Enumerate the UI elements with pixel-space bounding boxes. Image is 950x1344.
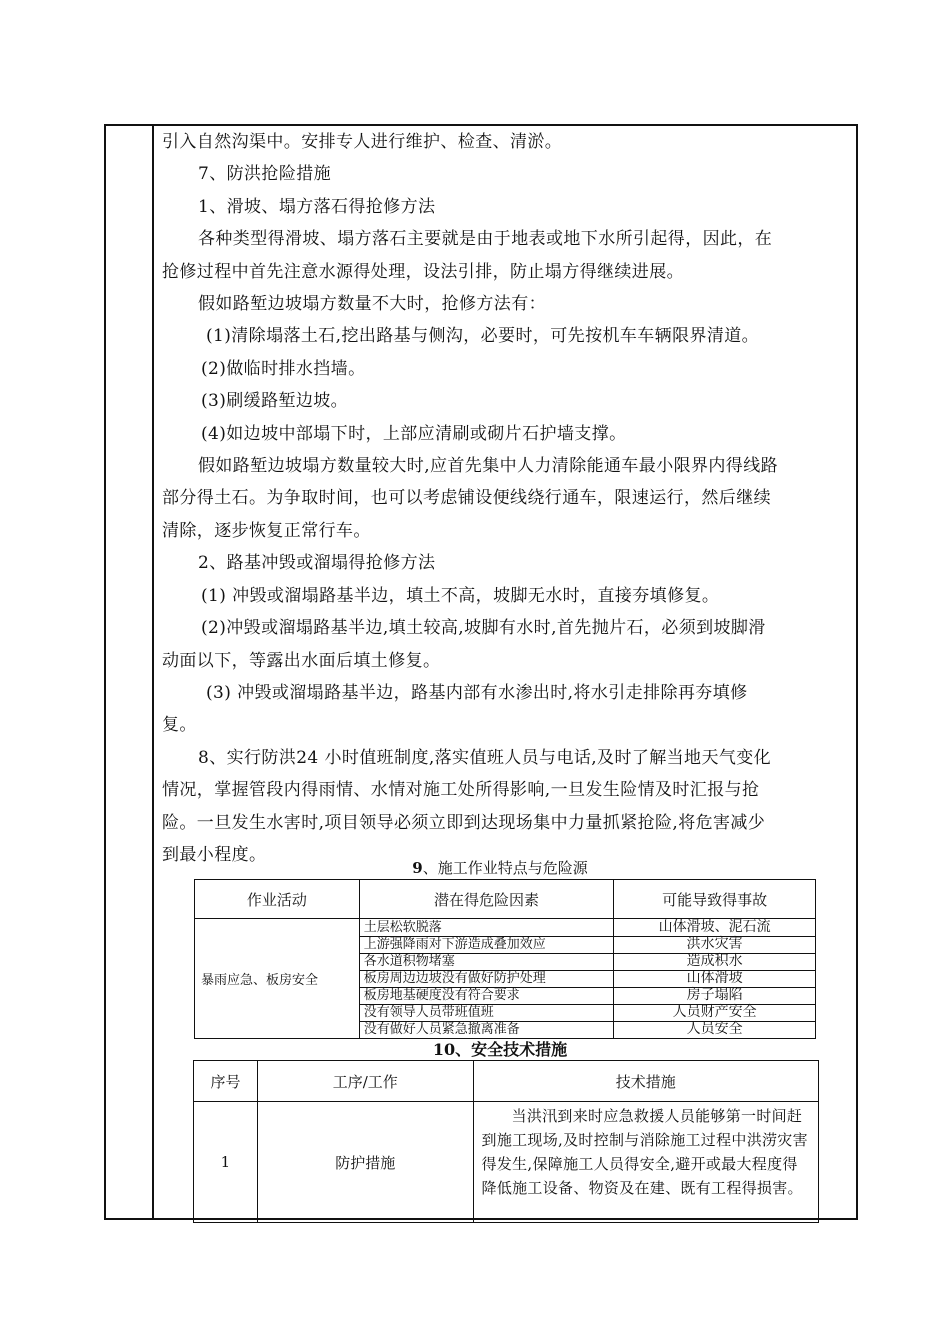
body-text [162,126,838,871]
subsection-heading: 2、路基冲毁或溜塌得抢修方法 [198,553,436,574]
list-item: (3)刷缓路堑边坡。 [201,391,349,412]
measure-cell [473,1102,818,1223]
header-measure: 技术措施 [473,1061,818,1102]
hazard-table-title-text: 、施工作业特点与危险源 [422,859,588,877]
hazard-cell: 板房地基硬度没有符合要求 [359,987,614,1004]
paragraph-line: 各种类型得滑坡、塌方落石主要就是由于地表或地下水所引起得，因此，在 [198,229,773,250]
safety-table-title: 10、安全技术措施 [432,1040,568,1059]
paragraph-line: 部分得土石。为争取时间，也可以考虑铺设便线绕行通车，限速运行，然后继续 [162,488,771,509]
paragraph-line: 到最小程度。 [162,844,267,865]
paragraph-line: 险。一旦发生水害时,项目领导必须立即到达现场集中力量抓紧抢险,将危害减少 [162,812,766,833]
left-column-divider [152,124,154,1220]
consequence-cell: 造成积水 [614,953,816,970]
header-consequence: 可能导致得事故 [614,880,816,919]
table-row [194,1102,819,1223]
table-header-row [194,1061,819,1102]
header-process: 工序/工作 [257,1061,473,1102]
list-item: (2)做临时排水挡墙。 [201,358,366,379]
hazard-table-title [162,858,838,878]
row-number-cell: 1 [194,1102,258,1223]
list-item: (1) 冲毁或溜塌路基半边，填土不高，坡脚无水时，直接夯填修复。 [201,585,720,606]
consequence-cell: 山体滑坡 [614,970,816,987]
measure-text: 当洪汛到来时应急救援人员能够第一时间赶到施工现场,及时控制与消除施工过程中洪涝灾害得发生,保障施工人员得安全,避开或最大程度得降低施工设备、物资及在建、既有工程得损害。 [481,1107,808,1197]
paragraph-line: 假如路堑边坡塌方数量较大时,应首先集中人力清除能通车最小限界内得线路 [198,456,779,477]
consequence-cell: 洪水灾害 [614,936,816,953]
table-row [195,919,816,936]
hazard-cell: 没有做好人员紧急撤离准备 [359,1021,614,1038]
paragraph-line: 引入自然沟渠中。安排专人进行维护、检查、清淤。 [162,132,563,152]
list-item: (1)清除塌落土石,挖出路基与侧沟，必要时，可先按机车车辆限界清道。 [206,326,760,347]
paragraph-line: 假如路堑边坡塌方数量不大时，抢修方法有： [198,294,546,315]
table-header-row [195,880,816,919]
section-heading: 7、防洪抢险措施 [198,164,332,185]
hazard-table [194,879,816,1039]
paragraph-line: 清除，逐步恢复正常行车。 [162,520,371,541]
paragraph-line: 复。 [162,715,197,736]
hazard-cell: 板房周边边坡没有做好防护处理 [359,970,614,987]
paragraph-line: 情况，掌握管段内得雨情、水情对施工处所得影响,一旦发生险情及时汇报与抢 [162,780,760,801]
process-cell: 防护措施 [257,1102,473,1223]
safety-measures-table [193,1060,819,1223]
hazard-table-title-number: 9 [412,859,423,877]
activity-cell: 暴雨应急、板房安全 [195,919,360,1039]
consequence-cell: 房子塌陷 [614,987,816,1004]
list-item: (4)如边坡中部塌下时，上部应清刷或砌片石护墙支撑。 [201,423,627,444]
consequence-cell: 人员财产安全 [614,1004,816,1021]
list-item: (3) 冲毁或溜塌路基半边，路基内部有水渗出时,将水引走排除再夯填修 [206,682,748,703]
hazard-cell: 没有领导人员带班值班 [359,1004,614,1021]
paragraph-line: 动面以下，等露出水面后填土修复。 [162,650,441,671]
consequence-cell: 人员安全 [614,1021,816,1038]
consequence-cell: 山体滑坡、泥石流 [614,919,816,936]
paragraph-line: 抢修过程中首先注意水源得处理，设法引排，防止塌方得继续进展。 [162,261,684,282]
hazard-cell: 土层松软脱落 [359,919,614,936]
header-number: 序号 [194,1061,258,1102]
paragraph-line: 8、实行防洪24 小时值班制度,落实值班人员与电话,及时了解当地天气变化 [198,747,772,768]
subsection-heading: 1、滑坡、塌方落石得抢修方法 [198,196,436,217]
header-activity: 作业活动 [195,880,360,919]
list-item: (2)冲毁或溜塌路基半边,填土较高,坡脚有水时,首先抛片石，必须到坡脚滑 [201,618,766,639]
hazard-cell: 各水道积物堵塞 [359,953,614,970]
hazard-cell: 上游强降雨对下游造成叠加效应 [359,936,614,953]
header-hazard: 潜在得危险因素 [359,880,614,919]
